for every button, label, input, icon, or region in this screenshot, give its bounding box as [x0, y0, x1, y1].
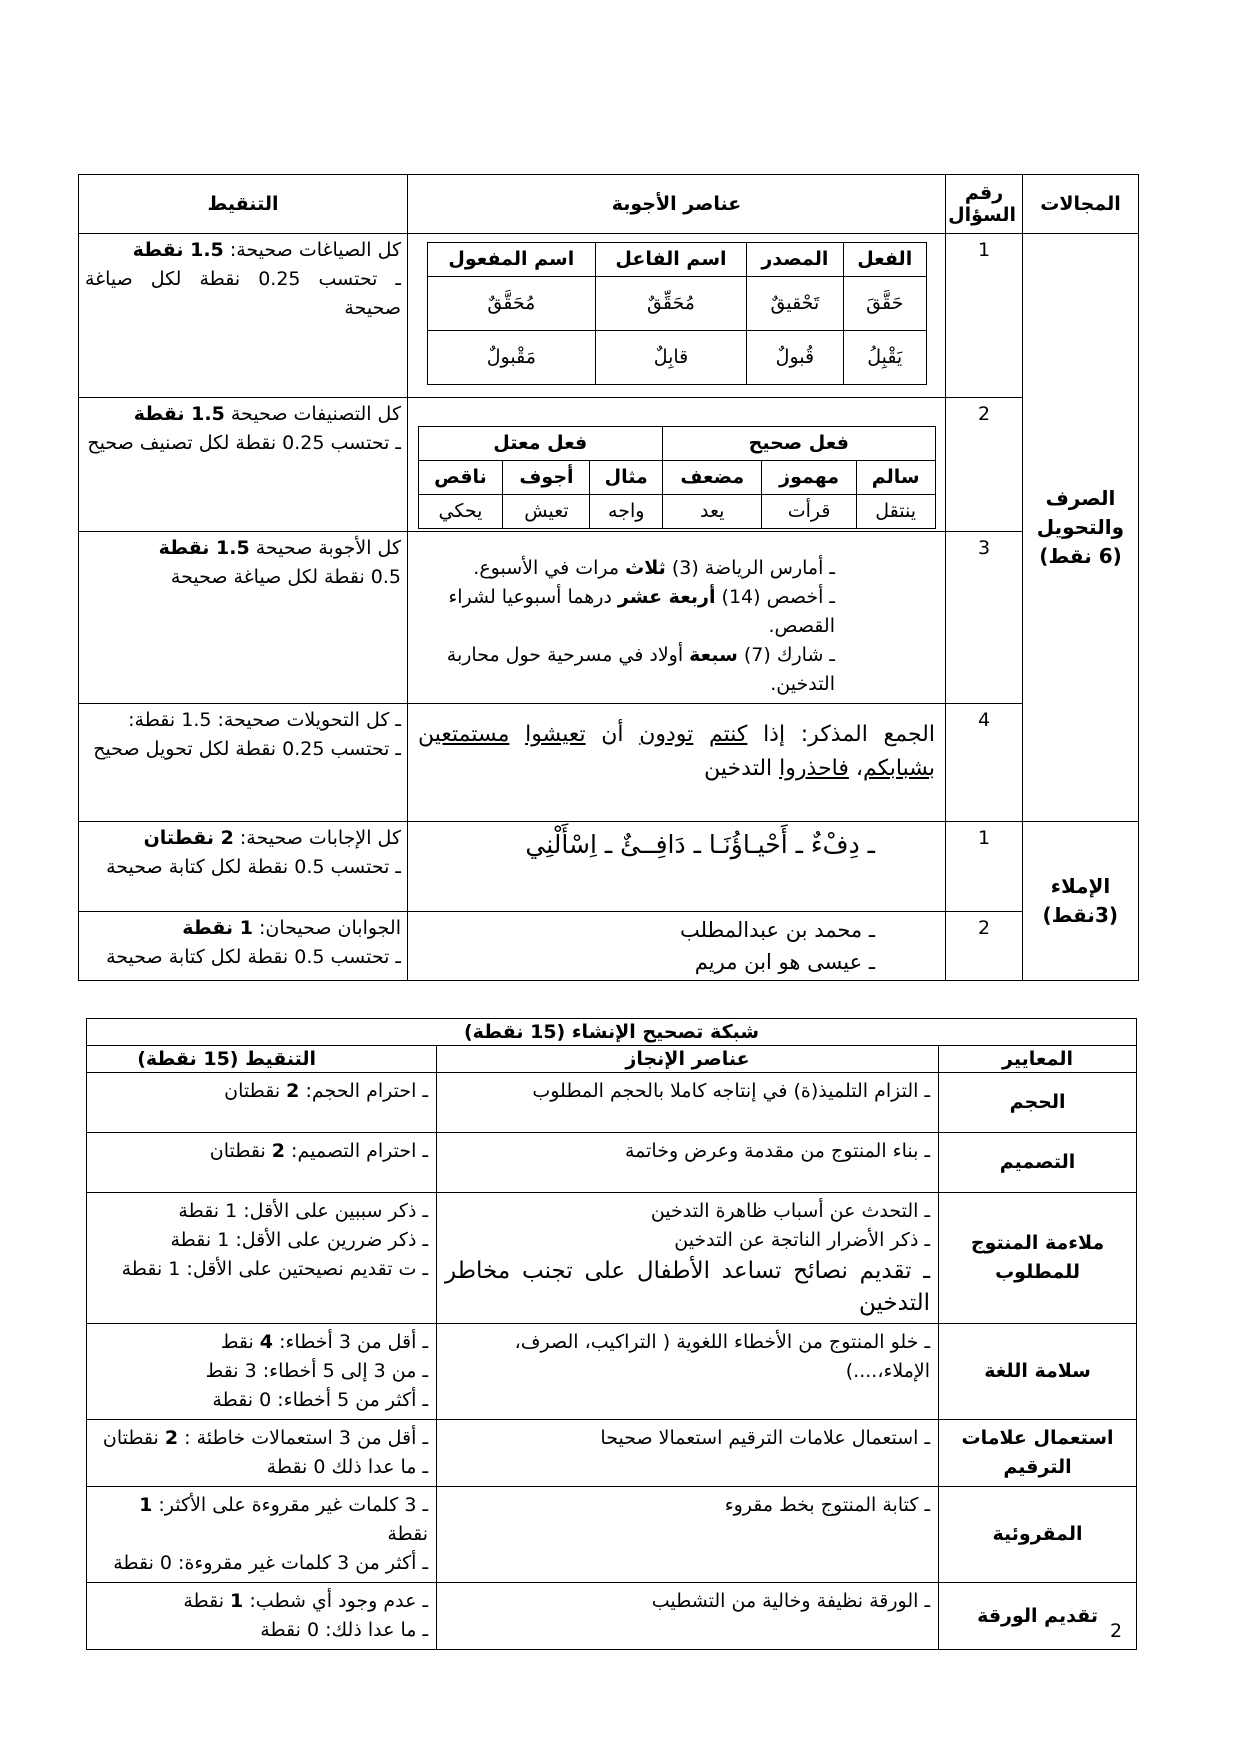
score-pre: ـ احترام التصميم:	[285, 1140, 429, 1162]
score-post: نقط	[220, 1331, 260, 1353]
header-answers: عناصر الأجوبة	[408, 175, 946, 234]
scoring-cell	[87, 1073, 437, 1133]
col-criteria: المعايير	[939, 1046, 1137, 1073]
header-row	[79, 175, 1139, 234]
score-bold: 1.5 نقطة	[158, 537, 250, 559]
criterion: استعمال علامات الترقيم	[939, 1420, 1137, 1487]
sarf-q4-row	[79, 704, 1139, 822]
scoring-cell	[87, 1583, 437, 1650]
domain-imlaa: الإملاء (3نقط)	[1023, 822, 1139, 981]
score-bold: 1.5 نقطة	[132, 239, 224, 261]
element-line: ـ الورقة نظيفة وخالية من التشطيب	[651, 1590, 931, 1612]
cell: يحكي	[418, 495, 503, 529]
answer-line: ـ أخصص (14) أربعة عشر درهما أسبوعيا لشراء القصص.	[448, 586, 835, 637]
criterion: ملاءمة المنتوج للمطلوب	[939, 1193, 1137, 1324]
score-bold: 1.5 نقطة	[133, 403, 225, 425]
sarf-q3-row	[79, 532, 1139, 704]
score-bold: 2	[286, 1080, 300, 1102]
header-qnum: رقم السؤال	[946, 175, 1023, 234]
cell: يَقْبِلُ	[843, 331, 926, 385]
score-line	[95, 1453, 428, 1482]
score-detail: ـ تحتسب 0.25 نقطة لكل صياغة صحيحة	[85, 268, 401, 319]
element-line: ـ ذكر الأضرار الناتجة عن التدخين	[674, 1229, 931, 1251]
group-moutal: فعل معتل	[418, 427, 663, 461]
score-pre: ـ أكثر من 3 كلمات غير مقروءة: 0 نقطة	[113, 1552, 429, 1574]
element-line: ـ خلو المنتوج من الأخطاء اللغوية ( التراكيب، الصرف، الإملاء،....)	[514, 1331, 931, 1382]
score-line	[95, 1255, 428, 1284]
sarf-q1-row	[79, 234, 1139, 398]
score-bold: 1	[230, 1590, 244, 1612]
score-detail: ـ تحتسب 0.5 نقطة لكل كتابة صحيحة	[106, 946, 401, 968]
score-pre: ـ ما عدا ذلك 0 نقطة	[266, 1456, 429, 1478]
subhead: أجوف	[503, 461, 590, 495]
question-number: 2	[946, 398, 1023, 532]
elements-cell	[437, 1073, 939, 1133]
elements-cell	[437, 1487, 939, 1583]
answer-line: ـ محمد بن عبدالمطلب	[679, 918, 875, 942]
scoring-cell	[87, 1487, 437, 1583]
score-detail: ـ تحتسب 0.5 نقطة لكل كتابة صحيحة	[106, 856, 401, 878]
answer-line: ـ عيسى هو ابن مريم	[694, 950, 875, 974]
score-line	[95, 1424, 428, 1453]
header-scoring: التنقيط	[79, 175, 408, 234]
cell: قُبولٌ	[746, 331, 843, 385]
score-detail: 0.5 نقطة لكل صياغة صحيحة	[170, 566, 401, 588]
answer-cell	[408, 398, 946, 532]
cell: قرأت	[762, 495, 856, 529]
elements-cell	[437, 1133, 939, 1193]
answer-cell	[408, 532, 946, 704]
cell: قابِلٌ	[596, 331, 747, 385]
answer-cell: ـ دِفْءٌ ـ أَحْيـاؤُنَـا ـ دَافِــئٌ ـ اِسْأَلْنِي	[408, 822, 946, 912]
score-pre: ـ ذكر ضررين على الأقل: 1 نقطة	[170, 1229, 429, 1251]
cell: تعيش	[503, 495, 590, 529]
cell: مُحَقِّقٌ	[596, 277, 747, 331]
group-sahih: فعل صحيح	[663, 427, 935, 461]
imlaa-q2-row	[79, 912, 1139, 981]
elements-cell	[437, 1193, 939, 1324]
grid-row	[87, 1324, 1137, 1420]
answer-line: ـ شارك (7) سبعة أولاد في مسرحية حول محاربة التدخين.	[446, 644, 835, 695]
score-bold: 4	[259, 1331, 274, 1353]
header-domains: المجالات	[1023, 175, 1139, 234]
score-line	[95, 1077, 428, 1106]
score-line	[95, 1616, 428, 1645]
element-line: ـ التزام التلميذ(ة) في إنتاجه كاملا بالحجم المطلوب	[532, 1080, 931, 1102]
criterion: المقروئية	[939, 1487, 1137, 1583]
subhead: ناقص	[418, 461, 503, 495]
score-bold: 2 نقطتان	[143, 827, 234, 849]
answer-cell	[408, 234, 946, 398]
scoring-cell	[79, 398, 408, 532]
verb-classification-table	[418, 426, 936, 529]
score-bold: 2	[271, 1140, 286, 1162]
th-passive-participle: اسم المفعول	[427, 243, 596, 277]
score-pre: ـ أكثر من 5 أخطاء: 0 نقطة	[212, 1389, 429, 1411]
grid-row	[87, 1487, 1137, 1583]
answer-cell: الجمع المذكر: إذا كنتم تودون أن تعيشوا مستمتعين بشبابكم، فاحذروا التدخين	[408, 704, 946, 822]
sarf-q2-row	[79, 398, 1139, 532]
score-detail: ـ تحتسب 0.25 نقطة لكل تحويل صحيح	[93, 738, 401, 760]
subhead: سالم	[856, 461, 935, 495]
col-elements: عناصر الإنجاز	[437, 1046, 939, 1073]
score-post: نقطتان	[209, 1140, 272, 1162]
score-post: نقطتان	[102, 1427, 165, 1449]
score-line	[95, 1587, 428, 1616]
score-line	[95, 1197, 428, 1226]
score-text: كل الصياغات صحيحة:	[223, 239, 401, 261]
th-active-participle: اسم الفاعل	[596, 243, 747, 277]
score-pre: ـ احترام الحجم:	[299, 1080, 429, 1102]
score-pre: ـ ت تقديم نصيحتين على الأقل: 1 نقطة	[121, 1258, 429, 1280]
th-verb: الفعل	[843, 243, 926, 277]
score-text: كل الأجوبة صحيحة	[249, 537, 401, 559]
score-detail: ـ تحتسب 0.25 نقطة لكل تصنيف صحيح	[87, 432, 401, 454]
score-line	[95, 1137, 428, 1166]
scoring-cell	[79, 704, 408, 822]
element-line: ـ التحدث عن أسباب ظاهرة التدخين	[650, 1200, 931, 1222]
scoring-cell	[87, 1324, 437, 1420]
score-pre: ـ 3 كلمات غير مقروءة على الأكثر:	[152, 1494, 429, 1516]
elements-cell	[437, 1324, 939, 1420]
criterion: الحجم	[939, 1073, 1137, 1133]
grid-title-row	[87, 1019, 1137, 1046]
score-bold: 2	[164, 1427, 179, 1449]
grid-row	[87, 1073, 1137, 1133]
score-bold: 1 نقطة	[182, 917, 253, 939]
score-pre: ـ من 3 إلى 5 أخطاء: 3 نقط	[205, 1360, 429, 1382]
score-post: نقطتان	[224, 1080, 287, 1102]
grid-title: شبكة تصحيح الإنشاء (15 نقطة)	[87, 1019, 1137, 1046]
score-line	[95, 1549, 428, 1578]
question-number: 3	[946, 532, 1023, 704]
th-masdar: المصدر	[746, 243, 843, 277]
cell: ينتقل	[856, 495, 935, 529]
grid-row	[87, 1583, 1137, 1650]
score-pre: ـ أقل من 3 أخطاء:	[273, 1331, 429, 1353]
elements-cell	[437, 1583, 939, 1650]
criterion: التصميم	[939, 1133, 1137, 1193]
score-line	[95, 1386, 428, 1415]
subhead: مضعف	[663, 461, 762, 495]
score-text: كل التصنيفات صحيحة	[224, 403, 401, 425]
score-post: نقطة	[183, 1590, 231, 1612]
scoring-cell	[79, 822, 408, 912]
score-bold: 1	[139, 1494, 153, 1516]
element-line: ـ تقديم نصائح تساعد الأطفال على تجنب مخاطر التدخين	[445, 1258, 931, 1316]
subhead: مثال	[590, 461, 663, 495]
cell: مَقْبولٌ	[427, 331, 596, 385]
cell: تَحْقيقٌ	[746, 277, 843, 331]
scoring-cell	[79, 532, 408, 704]
score-line	[95, 1491, 428, 1549]
question-number: 1	[946, 234, 1023, 398]
scoring-cell	[79, 912, 408, 981]
score-post: نقطة	[387, 1523, 429, 1545]
score-text: ـ كل التحويلات صحيحة: 1.5 نقطة:	[128, 709, 401, 731]
cell: يعد	[663, 495, 762, 529]
score-text: كل الإجابات صحيحة:	[233, 827, 401, 849]
score-line	[95, 1328, 428, 1357]
grid-row	[87, 1193, 1137, 1324]
morphology-table	[427, 242, 927, 385]
score-text: الجوابان صحيحان:	[252, 917, 401, 939]
cell: واجه	[590, 495, 663, 529]
scoring-cell	[87, 1193, 437, 1324]
grid-body	[87, 1073, 1137, 1650]
element-line: ـ كتابة المنتوج بخط مقروء	[724, 1494, 931, 1516]
scoring-cell	[79, 234, 408, 398]
criterion: سلامة اللغة	[939, 1324, 1137, 1420]
scoring-cell	[87, 1420, 437, 1487]
subhead: مهموز	[762, 461, 856, 495]
score-pre: ـ ما عدا ذلك: 0 نقطة	[260, 1619, 429, 1641]
score-pre: ـ أقل من 3 استعمالات خاطئة :	[178, 1427, 429, 1449]
score-pre: ـ عدم وجود أي شطب:	[243, 1590, 429, 1612]
question-number: 2	[946, 912, 1023, 981]
question-number: 1	[946, 822, 1023, 912]
domain-sarf: الصرف والتحويل (6 نقط)	[1023, 234, 1139, 822]
elements-cell	[437, 1420, 939, 1487]
col-scoring: التنقيط (15 نقطة)	[87, 1046, 437, 1073]
score-line	[95, 1357, 428, 1386]
page-number: 2	[1110, 1620, 1123, 1642]
score-line	[95, 1226, 428, 1255]
grid-row	[87, 1420, 1137, 1487]
question-number: 4	[946, 704, 1023, 822]
answer-line: ـ أمارس الرياضة (3) ثلاث مرات في الأسبوع.	[473, 557, 835, 579]
criterion: تقديم الورقة	[939, 1583, 1137, 1650]
cell: حَقَّقَ	[843, 277, 926, 331]
answer-cell	[408, 912, 946, 981]
composition-grid-table	[86, 1018, 1137, 1650]
grid-header-row	[87, 1046, 1137, 1073]
score-pre: ـ ذكر سببين على الأقل: 1 نقطة	[178, 1200, 429, 1222]
answer-key-table	[78, 174, 1139, 981]
element-line: ـ بناء المنتوج من مقدمة وعرض وخاتمة	[624, 1140, 931, 1162]
imlaa-q1-row	[79, 822, 1139, 912]
element-line: ـ استعمال علامات الترقيم استعمالا صحيحا	[600, 1427, 931, 1449]
scoring-cell	[87, 1133, 437, 1193]
grid-row	[87, 1133, 1137, 1193]
cell: مُحَقَّقٌ	[427, 277, 596, 331]
